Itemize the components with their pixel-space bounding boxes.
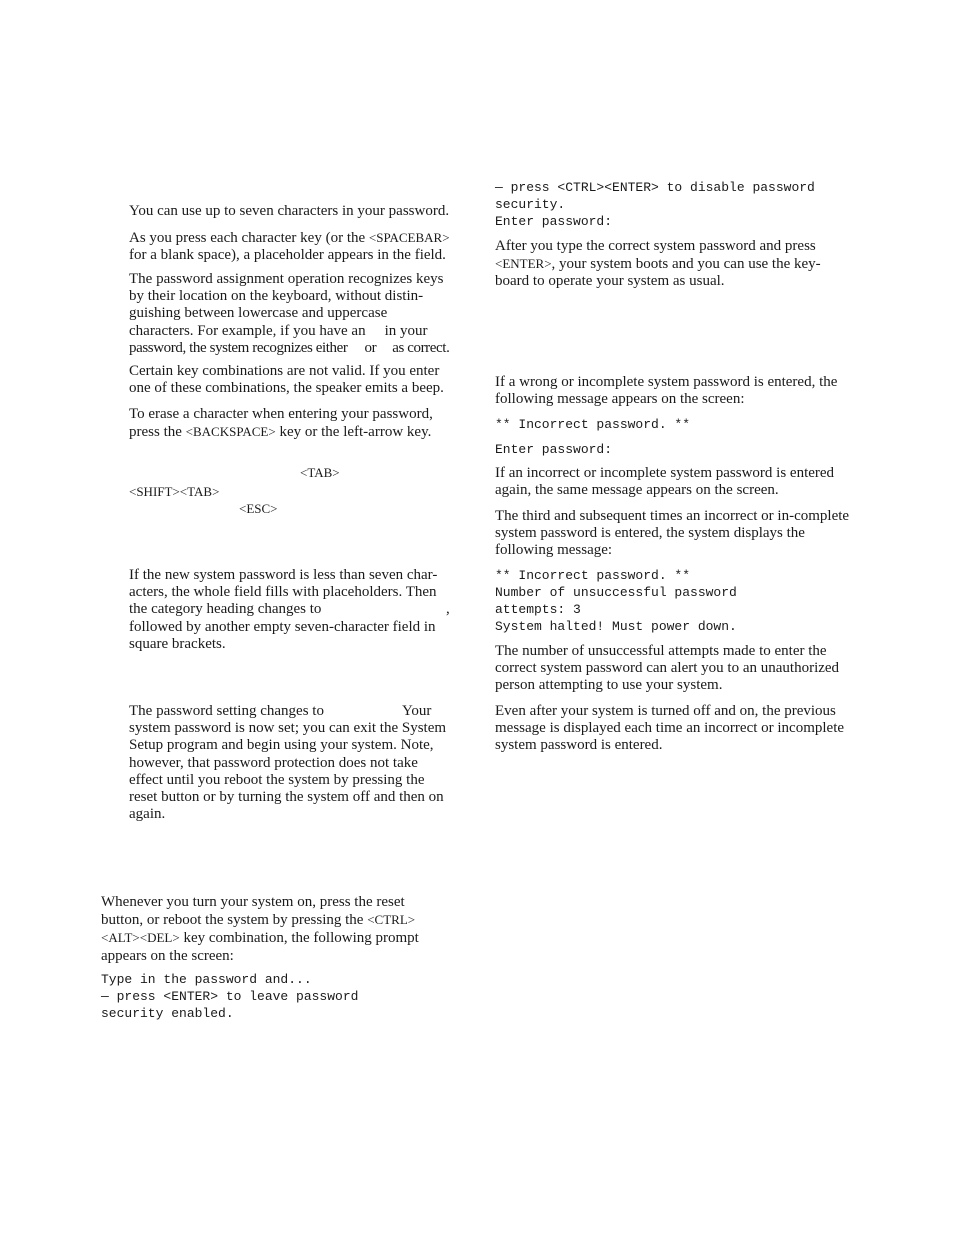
text: As you press each character key (or the (129, 230, 369, 246)
text: characters. For example, if you have an (129, 322, 366, 339)
text-line: The password assignment operation recognizes keys (129, 271, 444, 287)
code-incorrect-password: ** Incorrect password. ** (495, 417, 691, 432)
text: Your (402, 703, 432, 719)
text: key combination, the following prompt appears on the screen: (101, 930, 419, 964)
text: key or the left-arrow key. (275, 424, 432, 441)
text-line: acters, the whole field fills with placeholders. Then (129, 584, 437, 601)
paragraph-incorrect-again: If an incorrect or incomplete system password is entered again, the same message appears on the screen. (495, 465, 835, 499)
text: or (364, 339, 377, 356)
key-enter: <ENTER> (495, 256, 552, 272)
text-line (129, 323, 459, 340)
text-line: however, that password protection does not take (129, 754, 418, 771)
text-line: guishing between lowercase and uppercase (129, 305, 388, 322)
text: , (446, 601, 450, 618)
text: password, the system recognizes either (129, 339, 348, 356)
paragraph-wrong-password: If a wrong or incomplete system password is entered, the following message appears on the screen: (495, 374, 838, 408)
key-spacebar: <SPACEBAR> (368, 230, 450, 245)
text: To erase a character when entering your password, press the (129, 406, 433, 441)
key-tab: <TAB> (300, 465, 340, 480)
paragraph-erase (129, 406, 459, 441)
paragraph-key-location (129, 271, 459, 357)
text-line: If the new system password is less than seven char- (129, 567, 438, 583)
text: Whenever you turn your system on, press the reset button, or reboot the system by pressing the (101, 894, 405, 929)
code-password-prompt: Type in the password and... — press <ENTER> to leave password security enabled. (101, 972, 359, 1021)
key-shift-tab: <SHIFT><TAB> (129, 484, 220, 499)
paragraph-invalid-keys: Certain key combinations are not valid. If you enter one of these combinations, the speaker emits a beep. (129, 363, 444, 397)
text-line: effect until you reboot the system by pressing the (129, 771, 425, 788)
text-line (129, 601, 459, 618)
paragraph-placeholder (129, 229, 459, 264)
paragraph-after-restart: Even after your system is turned off and on, the previous message is displayed each time an incorrect or incomplete system password is entered. (495, 703, 845, 754)
code-enter-password: Enter password: (495, 442, 613, 457)
text: After you type the correct system password and press (495, 238, 816, 254)
code-disable-security: — press <CTRL><ENTER> to disable password security. Enter password: (495, 180, 815, 229)
paragraph-password-length: You can use up to seven characters in your password. (129, 203, 450, 219)
text-line: system password is now set; you can exit the System (129, 720, 447, 737)
text: as correct. (392, 339, 450, 356)
text-line: followed by another empty seven-character field in (129, 618, 436, 635)
key-ctrl-alt-del: <CTRL><ALT><DEL> (101, 912, 416, 946)
text-line: Setup program and begin using your system. Note, (129, 737, 434, 754)
text: , your system boots and you can use the key-board to operate your system as usual. (495, 256, 821, 290)
paragraph-unsuccessful-attempts: The number of unsuccessful attempts made to enter the correct system password can alert you to an unauthorized person attempting to use your system. (495, 643, 840, 694)
text-line: reset button or by turning the system off and then on (129, 789, 444, 806)
text: The password setting changes to (129, 703, 324, 719)
text: in your (384, 322, 428, 339)
paragraph-short-password (129, 567, 459, 653)
text-line: by their location on the keyboard, without distin- (129, 288, 424, 305)
code-system-halted: ** Incorrect password. ** Number of unsuccessful password attempts: 3 System halted! Must power down. (495, 568, 737, 634)
text-line (129, 340, 459, 357)
text: the category heading changes to (129, 601, 322, 618)
paragraph-correct-password (495, 238, 835, 291)
text-line (129, 703, 459, 720)
key-esc: <ESC> (239, 501, 278, 516)
text-line: again. (129, 806, 166, 823)
paragraph-third-attempt: The third and subsequent times an incorrect or in-complete system password is entered, the system displays the following message: (495, 508, 850, 559)
paragraph-setting-changes (129, 703, 459, 823)
paragraph-prompt-intro (101, 894, 426, 965)
text-line: square brackets. (129, 635, 226, 652)
text: for a blank space), a placeholder appears in the field. (129, 247, 446, 264)
key-backspace: <BACKSPACE> (185, 424, 276, 440)
